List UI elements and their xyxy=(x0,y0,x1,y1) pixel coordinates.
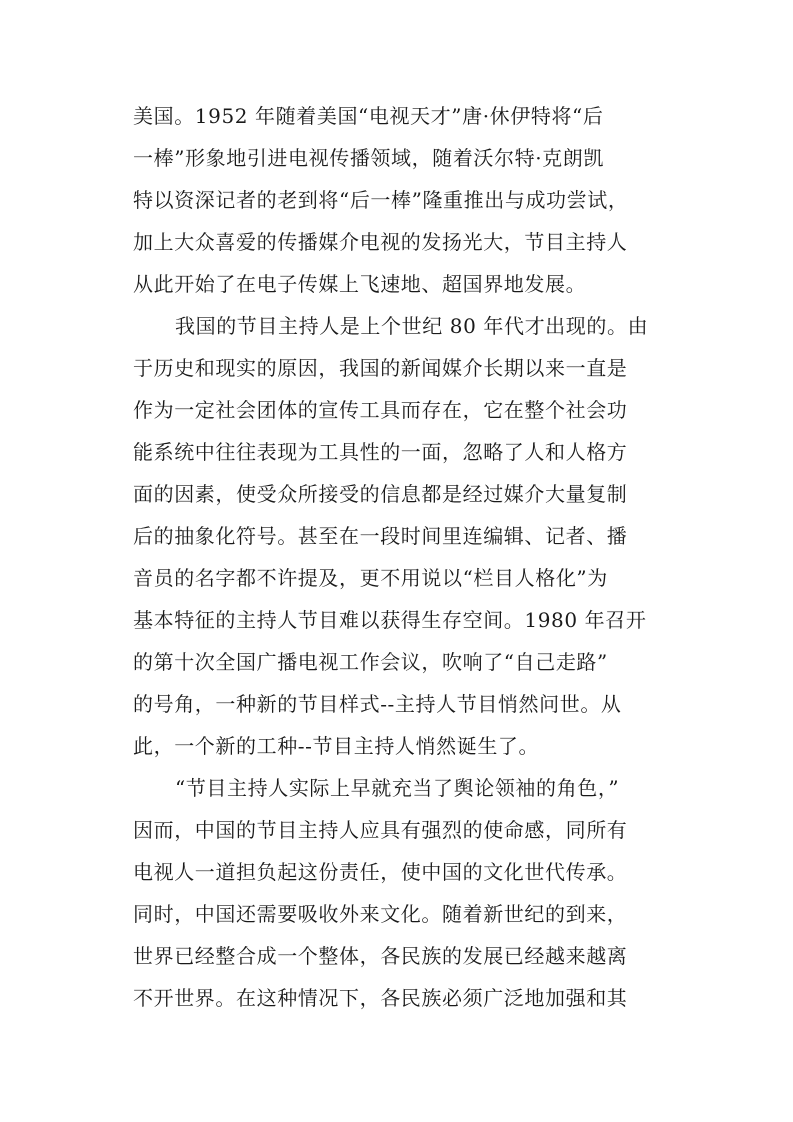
text-line: 面的因素，使受众所接受的信息都是经过媒介大量复制 xyxy=(133,482,628,506)
paragraph-start-line: 我国的节目主持人是上个世纪 80 年代才出现的。由 xyxy=(175,314,649,338)
text-line: 此，一个新的工种--节目主持人悄然诞生了。 xyxy=(133,734,540,758)
text-line: 同时，中国还需要吸收外来文化。随着新世纪的到来， xyxy=(133,902,628,926)
text-line: 电视人一道担负起这份责任，使中国的文化世代传承。 xyxy=(133,860,628,884)
text-line: 基本特征的主持人节目难以获得生存空间。1980 年召开 xyxy=(133,608,647,632)
text-line: 一棒”形象地引进电视传播领域，随着沃尔特·克朗凯 xyxy=(133,146,604,170)
text-line: 的号角，一种新的节目样式--主持人节目悄然问世。从 xyxy=(133,692,622,716)
text-line: 于历史和现实的原因，我国的新闻媒介长期以来一直是 xyxy=(133,356,628,380)
text-line: 后的抽象化符号。甚至在一段时间里连编辑、记者、播 xyxy=(133,524,628,548)
text-line: 世界已经整合成一个整体，各民族的发展已经越来越离 xyxy=(133,944,628,968)
text-line: 音员的名字都不许提及，更不用说以“栏目人格化”为 xyxy=(133,566,608,590)
text-line: 美国。1952 年随着美国“电视天才”唐·休伊特将“后 xyxy=(133,104,604,128)
body-text xyxy=(133,95,673,1019)
text-line: 作为一定社会团体的宣传工具而存在，它在整个社会功 xyxy=(133,398,628,422)
text-line: 从此开始了在电子传媒上飞速地、超国界地发展。 xyxy=(133,272,587,296)
paragraph-start-line: “节目主持人实际上早就充当了舆论领袖的角色，” xyxy=(175,776,620,800)
text-line: 的第十次全国广播电视工作会议，吹响了“自己走路” xyxy=(133,650,608,674)
text-line: 能系统中往往表现为工具性的一面，忽略了人和人格方 xyxy=(133,440,628,464)
text-line: 因而，中国的节目主持人应具有强烈的使命感，同所有 xyxy=(133,818,628,842)
text-line: 加上大众喜爱的传播媒介电视的发扬光大，节目主持人 xyxy=(133,230,628,254)
text-line: 不开世界。在这种情况下，各民族必须广泛地加强和其 xyxy=(133,986,628,1010)
text-line: 特以资深记者的老到将“后一棒”隆重推出与成功尝试， xyxy=(133,188,629,212)
